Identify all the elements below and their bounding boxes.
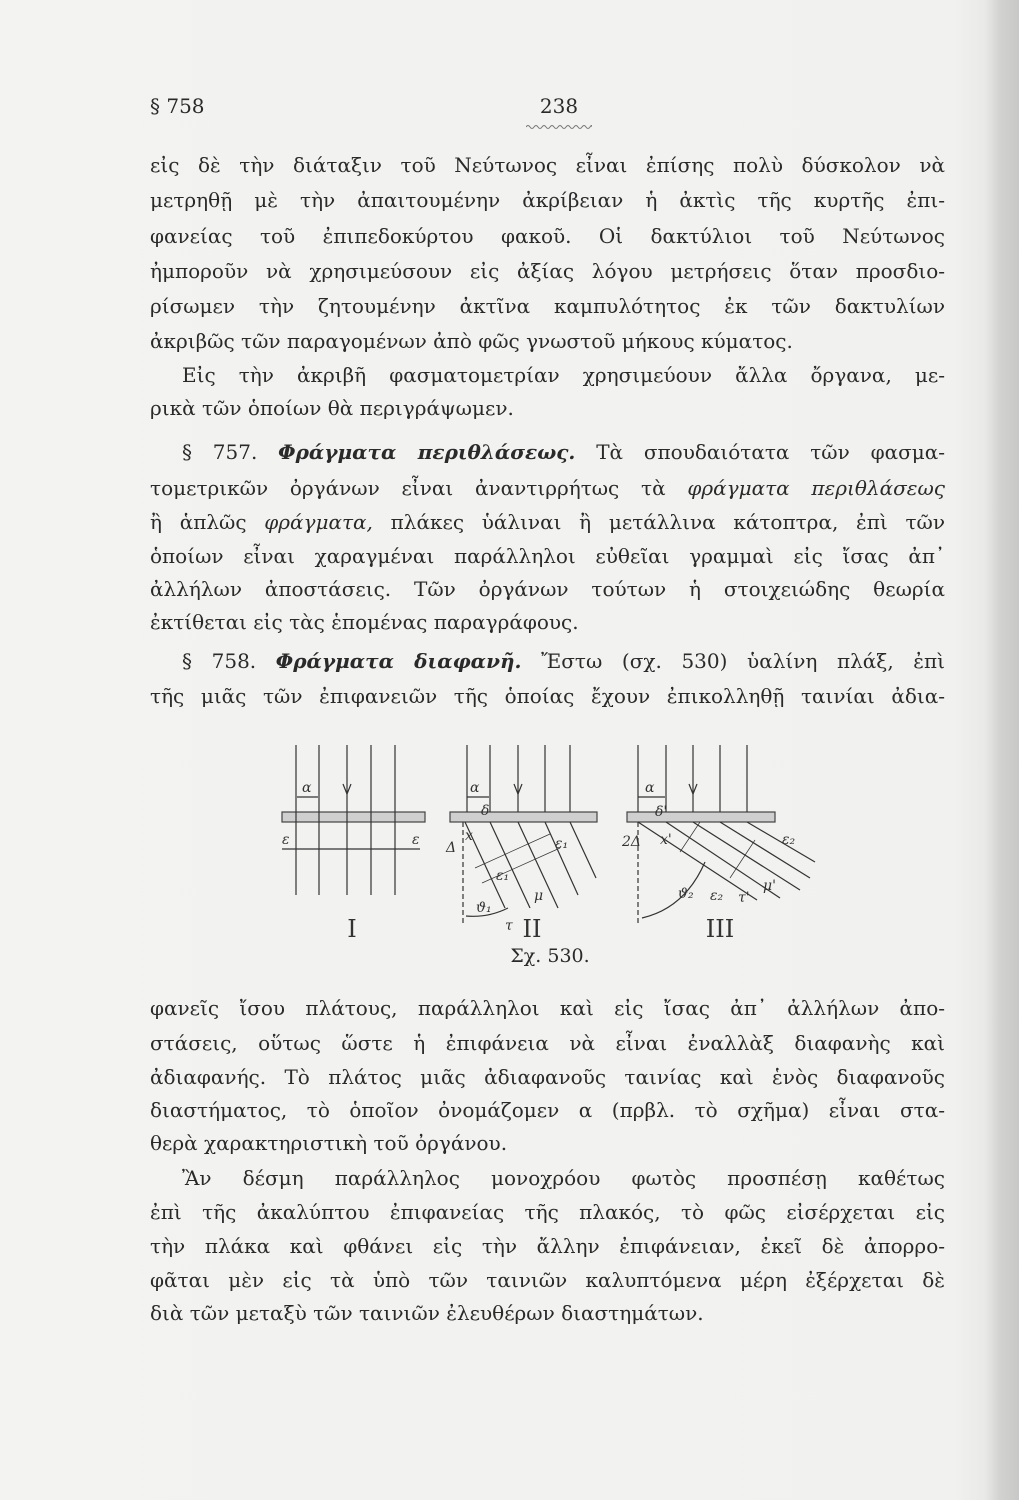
text-line: [150, 1129, 945, 1157]
text-line: [150, 1232, 945, 1260]
text-line: [150, 394, 945, 422]
page-number: 238: [539, 94, 579, 118]
panel-label-1: I: [347, 915, 357, 943]
text-segment: διαστήματος, τὸ ὁποῖον ὀνομάζομεν α (πρβλ. τὸ σχῆμα) εἶναι στα-: [150, 1098, 945, 1122]
text-line: [150, 1299, 945, 1327]
text-segment: ἠμποροῦν νὰ χρησιμεύσουν εἰς ἀξίας λόγου μετρήσεις ὅταν προσδιο-: [150, 259, 945, 283]
label-epsilon-right: ε: [412, 832, 420, 848]
text-segment: § 757.: [182, 440, 279, 464]
label-tau: τ: [505, 918, 513, 934]
text-segment: ἀκριβῶς τῶν παραγομένων ἀπὸ φῶς γνωστοῦ μήκους κύματος.: [150, 329, 793, 353]
label-alpha-1: α: [302, 780, 312, 796]
text-line: [150, 257, 945, 285]
text-segment: εἰς δὲ τὴν διάταξιν τοῦ Νεύτωνος εἶναι ἐπίσης πολὺ δύσκολον νὰ: [150, 153, 945, 177]
text-segment: Εἰς τὴν ἀκριβῆ φασματομετρίαν χρησιμεύουν ἄλλα ὄργανα, με-: [182, 363, 945, 387]
text-segment: φᾶται μὲν εἰς τὰ ὑπὸ τῶν ταινιῶν καλυπτόμενα μέρη ἐξέρχεται δὲ: [150, 1268, 945, 1292]
section-marker: § 758: [150, 94, 205, 118]
text-line: [150, 1063, 945, 1091]
text-segment: τῆς μιᾶς τῶν ἐπιφανειῶν τῆς ὁποίας ἔχουν ἐπικολληθῇ ταινίαι ἀδια-: [150, 684, 945, 708]
text-line: [150, 474, 945, 502]
label-epsilon-left: ε: [282, 832, 290, 848]
text-segment: ἀλλήλων ἀποστάσεις. Τῶν ὀργάνων τούτων ἡ στοιχειώδης θεωρία: [150, 577, 945, 601]
text-line: [150, 222, 945, 250]
text-line: [150, 542, 945, 570]
text-segment: ἐκτίθεται εἰς τὰς ἑπομένας παραγράφους.: [150, 610, 579, 634]
text-line: [150, 682, 945, 710]
text-segment: διὰ τῶν μεταξὺ τῶν ταινιῶν ἐλευθέρων διαστημάτων.: [150, 1301, 704, 1325]
figure-caption: Σχ. 530.: [510, 945, 590, 967]
page-number-underline: [526, 124, 592, 130]
text-segment: § 758.: [182, 649, 276, 673]
text-segment: Ἔστω (σχ. 530) ὑαλίνη πλάξ, ἐπὶ: [521, 649, 946, 673]
label-epsilon1-top: ε₁: [555, 836, 569, 852]
text-segment: Τὰ σπουδαιότατα τῶν φασμα-: [575, 440, 945, 464]
panel-label-3: III: [705, 915, 735, 943]
text-segment: μετρηθῇ μὲ τὴν ἀπαιτουμένην ἀκρίβειαν ἡ ἀκτὶς τῆς κυρτῆς ἐπι-: [150, 188, 945, 212]
text-line: [182, 1164, 945, 1192]
section-heading-segment: Φράγματα περιθλάσεως.: [278, 440, 576, 464]
text-line: [150, 1198, 945, 1226]
label-Delta: Δ: [446, 840, 457, 856]
figure-530-diffraction-grating: [260, 740, 820, 945]
label-tau-prime: τ': [738, 890, 750, 906]
label-delta-prime: δ': [655, 804, 668, 820]
label-epsilon2-top: ε₂: [782, 832, 796, 848]
text-segment: φανεῖς ἴσου πλάτους, παράλληλοι καὶ εἰς ἴσας ἀπ᾽ ἀλλήλων ἀπο-: [150, 996, 945, 1020]
text-segment: τὴν πλάκα καὶ φθάνει εἰς τὴν ἄλλην ἐπιφάνειαν, ἐκεῖ δὲ ἀπορρο-: [150, 1234, 945, 1258]
section-heading-segment: φράγματα περιθλάσεως: [687, 476, 945, 500]
text-line: [182, 438, 945, 466]
text-line: [150, 575, 945, 603]
text-line: [150, 327, 945, 355]
label-theta2: ϑ₂: [678, 886, 694, 902]
text-segment: ἀδιαφανής. Τὸ πλάτος μιᾶς ἀδιαφανοῦς ταινίας καὶ ἑνὸς διαφανοῦς: [150, 1065, 945, 1089]
text-line: [150, 1029, 945, 1057]
label-alpha-3: α: [645, 780, 655, 796]
label-theta1: ϑ₁: [476, 900, 492, 916]
label-epsilon1: ε₁: [496, 868, 510, 884]
text-segment: ἐπὶ τῆς ἀκαλύπτου ἐπιφανείας τῆς πλακός, τὸ φῶς εἰσέρχεται εἰς: [150, 1200, 945, 1224]
label-2Delta: 2Δ: [622, 834, 642, 850]
label-mu: μ: [534, 888, 544, 904]
panel-label-2: II: [522, 915, 542, 943]
label-x: x: [465, 828, 473, 844]
text-segment: ρίσωμεν τὴν ζητουμένην ἀκτῖνα καμπυλότητος ἐκ τῶν δακτυλίων: [150, 294, 945, 318]
label-delta-2: δ: [481, 803, 490, 819]
label-alpha-2: α: [470, 780, 480, 796]
label-epsilon2: ε₂: [710, 888, 724, 904]
text-segment: ὁποίων εἶναι χαραγμέναι παράλληλοι εὐθεῖαι γραμμαὶ εἰς ἴσας ἀπ᾽: [150, 544, 945, 568]
text-segment: τομετρικῶν ὀργάνων εἶναι ἀναντιρρήτως τὰ: [150, 476, 688, 500]
text-line: [150, 1266, 945, 1294]
panel-1-diagram: [282, 745, 425, 895]
text-segment: Ἂν δέσμη παράλληλος μονοχρόου φωτὸς προσπέσῃ καθέτως: [182, 1166, 945, 1190]
text-line: [182, 647, 945, 675]
text-segment: ἢ ἁπλῶς: [150, 510, 265, 534]
text-line: [182, 361, 945, 389]
text-line: [150, 994, 945, 1022]
text-line: [150, 508, 945, 536]
label-x-prime: x': [660, 832, 672, 848]
text-line: [150, 151, 945, 179]
text-segment: πλάκες ὑάλιναι ἢ μετάλλινα κάτοπτρα, ἐπὶ τῶν: [372, 510, 945, 534]
text-segment: θερὰ χαρακτηριστικὴ τοῦ ὀργάνου.: [150, 1131, 508, 1155]
text-line: [150, 186, 945, 214]
text-segment: στάσεις, οὕτως ὥστε ἡ ἐπιφάνεια νὰ εἶναι ἐναλλὰξ διαφανὴς καὶ: [150, 1031, 945, 1055]
text-segment: ρικὰ τῶν ὁποίων θὰ περιγράψωμεν.: [150, 396, 514, 420]
section-heading-segment: Φράγματα διαφανῆ.: [275, 649, 522, 673]
text-segment: φανείας τοῦ ἐπιπεδοκύρτου φακοῦ. Οἱ δακτύλιοι τοῦ Νεύτωνος: [150, 224, 945, 248]
text-line: [150, 292, 945, 320]
section-heading-segment: φράγματα,: [264, 510, 373, 534]
text-line: [150, 608, 945, 636]
text-line: [150, 1096, 945, 1124]
label-mu-prime: μ': [763, 878, 776, 894]
